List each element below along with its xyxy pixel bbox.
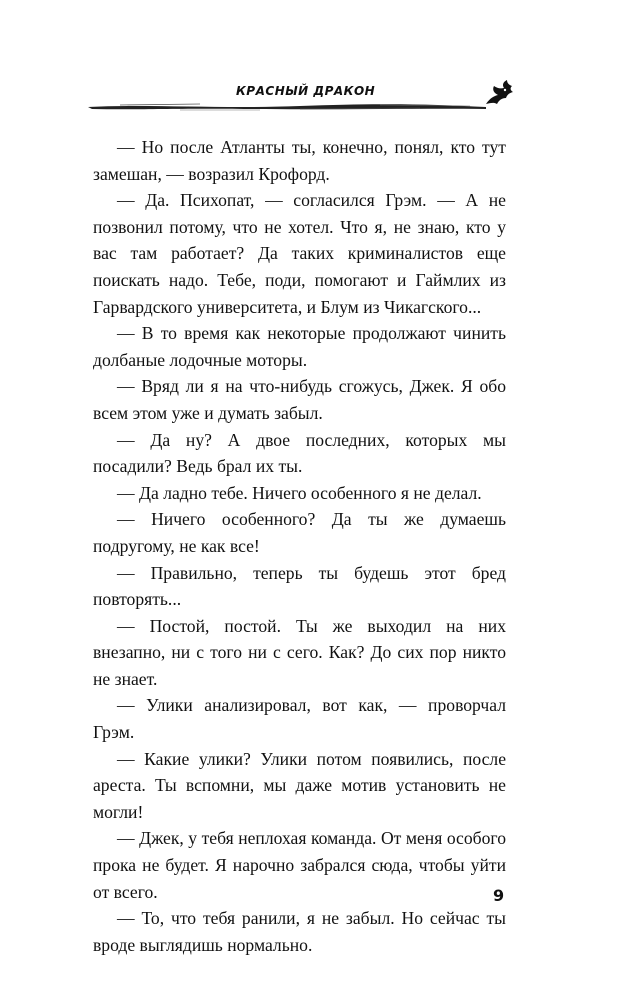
paragraph: — Но после Атланты ты, конечно, понял, кто тут замешан, — возразил Крофорд. (93, 137, 506, 184)
paragraph: — В то время как некоторые продолжают чинить долбаные лодочные моторы. (93, 323, 506, 370)
paragraph: — Джек, у тебя неплохая команда. От меня особого прока не будет. Я нарочно забрался сюда, чтобы уйти от всего. (93, 828, 506, 902)
paragraph: — Да ладно тебе. Ничего особенного я не делал. (117, 482, 482, 503)
paragraph: — Ничего особенного? Да ты же думаешь подругому, не как все! (93, 509, 506, 556)
paragraph: — Правильно, теперь ты будешь этот бред повторять... (93, 562, 506, 610)
paragraph: — Да ну? А двое последних, которых мы посадили? Ведь брал их ты. (93, 429, 506, 477)
body-text (93, 134, 506, 958)
paragraph: — Да. Психопат, — согласился Грэм. — А не позвонил потому, что не хотел. Что я, не знаю, кто у вас там работает? Да таких криминалистов еще поискать надо. Тебе, поди, помогают и Гаймлих из Гарвардского университета, и Блум из Чикагского... (93, 190, 506, 317)
brush-stroke-divider (0, 100, 619, 114)
paragraph: — Постой, постой. Ты же выходил на них внезапно, ни с того ни с сего. Как? До сих пор никто не знает. (93, 615, 506, 689)
running-header (0, 78, 619, 118)
dragon-head-icon (480, 78, 516, 110)
running-title: КРАСНЫЙ ДРАКОН (236, 84, 376, 98)
page-number: 9 (493, 886, 505, 905)
paragraph: — Какие улики? Улики потом появились, после ареста. Ты вспомни, мы даже мотив установить не могли! (93, 748, 506, 822)
paragraph: — Улики анализировал, вот как, — проворчал Грэм. (93, 695, 506, 743)
paragraph: — То, что тебя ранили, я не забыл. Но сейчас ты вроде выглядишь нормально. (93, 908, 506, 955)
paragraph: — Вряд ли я на что-нибудь сгожусь, Джек. Я обо всем этом уже и думать забыл. (93, 376, 506, 423)
